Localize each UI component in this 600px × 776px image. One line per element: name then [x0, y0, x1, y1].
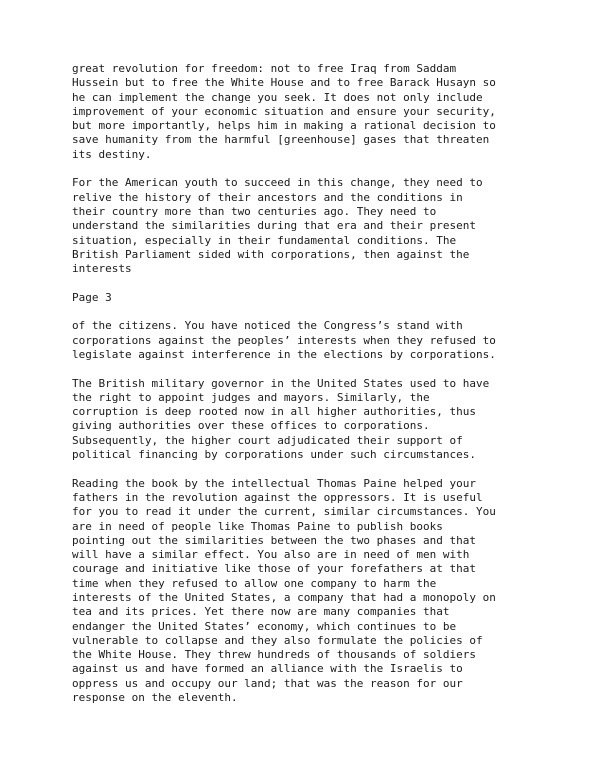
paragraph-2: For the American youth to succeed in this change, they need to relive the history of their ancestors and the conditions in their country more than two centuries ago. They need to understand the similarities during that era and their present situation, especially in their fundamental conditions. The British Parliament sided with corporations, then against the interests: [72, 176, 483, 276]
paragraph-1: great revolution for freedom: not to free Iraq from Saddam Hussein but to free the White House and to free Barack Husayn so he can implement the change you seek. It does not only include improvement of your economic situation and ensure your security, but more importantly, helps him in making a rational decision to save humanity from the harmful [greenhouse] gases that threaten its destiny.: [72, 62, 496, 161]
page-marker: Page 3: [72, 290, 112, 304]
paragraph-5: Reading the book by the intellectual Thomas Paine helped your fathers in the revolution against the oppressors. It is useful for you to read it under the current, similar circumstances. You are in need of people like Thomas Paine to publish books pointing out the similarities between the two phases and that will have a similar effect. You also are in need of men with courage and initiative like those of your forefathers at that time when they refused to allow one company to harm the interests of the United States, a company that had a monopoly on tea and its prices. Yet there now are many companies that endanger the United States’ economy, which continues to be vulnerable to collapse and they also formulate the policies of the White House. They threw hundreds of thousands of soldiers against us and have formed an alliance with the Israelis to oppress us and occupy our land; that was the reason for our response on the eleventh.: [72, 476, 496, 705]
paragraph-4: The British military governor in the United States used to have the right to appoint judges and mayors. Similarly, the corruption is deep rooted now in all higher authorities, thus giving authorities over these offices to corporations. Subsequently, the higher court adjudicated their support of political financing by corporations under such circumstances.: [72, 376, 490, 462]
document-body: [72, 62, 542, 705]
paragraph-3: of the citizens. You have noticed the Congress’s stand with corporations against the peoples’ interests when they refused to legislate against interference in the elections by corporations.: [72, 319, 496, 361]
